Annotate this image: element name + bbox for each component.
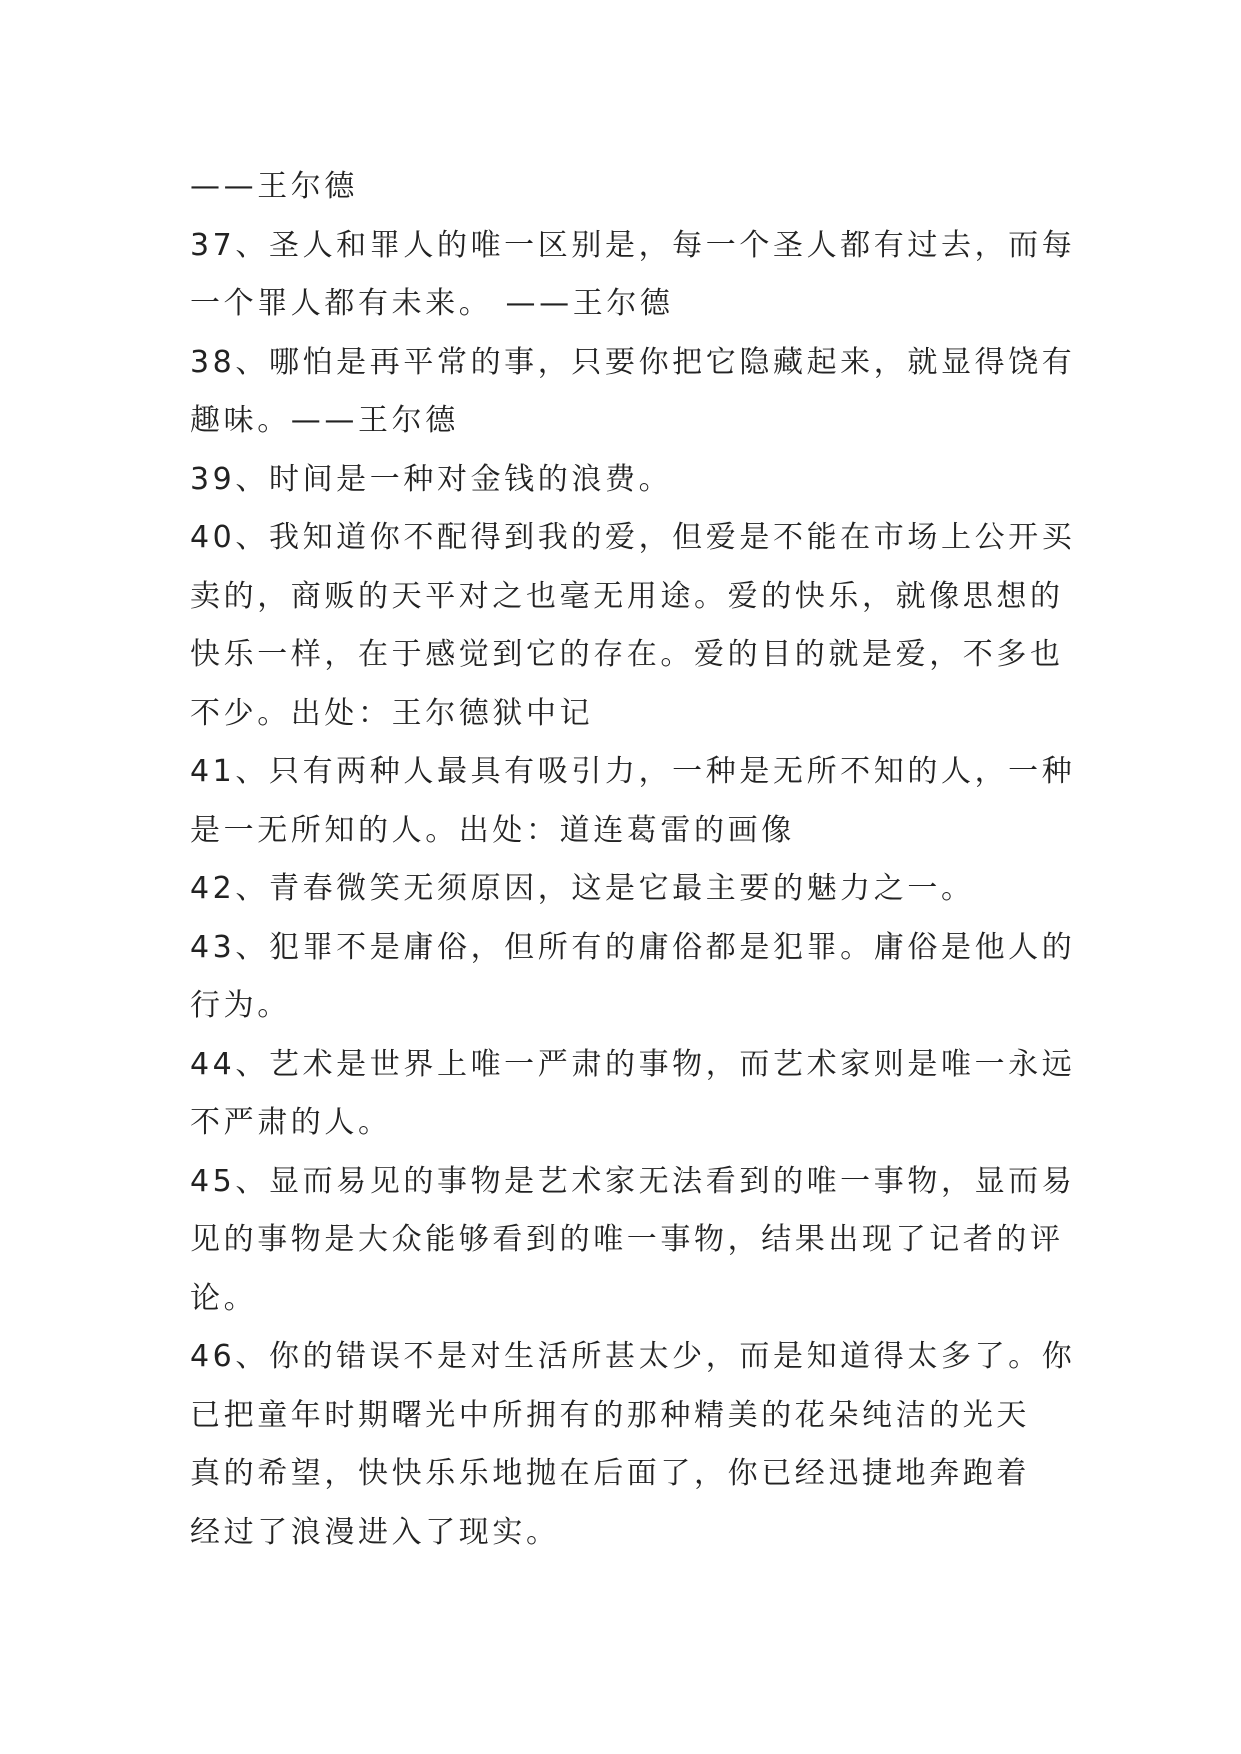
text-line: 真的希望，快快乐乐地抛在后面了，你已经迅捷地奔跑着 [190, 1456, 1030, 1491]
text-line: 44、艺术是世界上唯一严肃的事物，而艺术家则是唯一永远 [190, 1046, 1076, 1082]
text-line: ——王尔德 [190, 169, 358, 204]
text-line: 是一无所知的人。出处：道连葛雷的画像 [190, 812, 795, 848]
text-line: 不严肃的人。 [190, 1105, 392, 1140]
text-line: 39、时间是一种对金钱的浪费。 [190, 461, 673, 497]
text-line: 论。 [190, 1280, 258, 1316]
text-line: 45、显而易见的事物是艺术家无法看到的唯一事物，显而易 [190, 1163, 1076, 1199]
text-line: 37、圣人和罪人的唯一区别是，每一个圣人都有过去，而每 [190, 227, 1076, 263]
text-line: 见的事物是大众能够看到的唯一事物，结果出现了记者的评 [190, 1222, 1064, 1257]
text-line: 一个罪人都有未来。 ——王尔德 [190, 286, 674, 321]
text-line: 40、我知道你不配得到我的爱，但爱是不能在市场上公开买 [190, 520, 1076, 555]
text-line: 快乐一样，在于感觉到它的存在。爱的目的就是爱，不多也 [190, 637, 1064, 672]
text-line: 已把童年时期曙光中所拥有的那种精美的花朵纯洁的光天 [190, 1397, 1030, 1433]
document-body [190, 158, 1076, 1562]
text-line: 43、犯罪不是庸俗，但所有的庸俗都是犯罪。庸俗是他人的 [190, 929, 1076, 965]
text-line: 41、只有两种人最具有吸引力，一种是无所不知的人，一种 [190, 754, 1076, 789]
text-line: 42、青春微笑无须原因，这是它最主要的魅力之一。 [190, 871, 975, 906]
text-line: 行为。 [190, 988, 291, 1023]
text-line: 38、哪怕是再平常的事，只要你把它隐藏起来，就显得饶有 [190, 344, 1076, 380]
text-line: 46、你的错误不是对生活所甚太少，而是知道得太多了。你 [190, 1339, 1076, 1374]
text-line: 经过了浪漫进入了现实。 [190, 1514, 560, 1550]
text-line: 卖的，商贩的天平对之也毫无用途。爱的快乐，就像思想的 [190, 578, 1064, 614]
text-line: 不少。出处：王尔德狱中记 [190, 695, 594, 731]
text-line: 趣味。——王尔德 [190, 403, 459, 438]
